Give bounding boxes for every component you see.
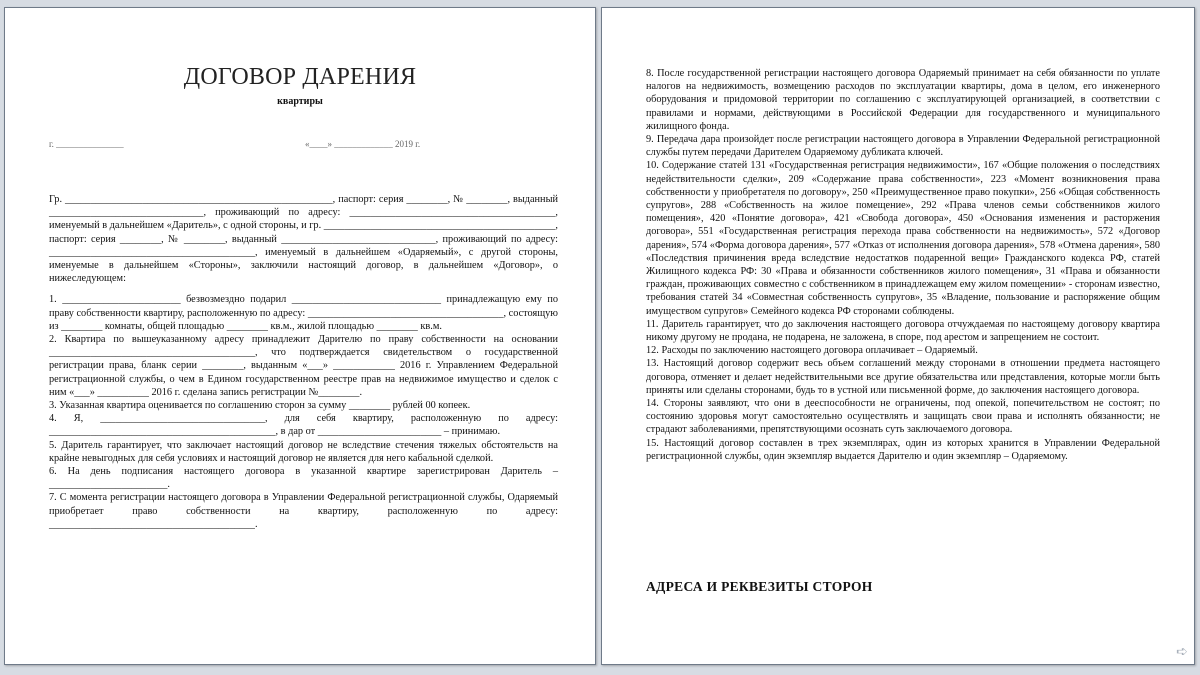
document-subtitle: квартиры <box>277 96 323 107</box>
place-field: г. _______________ <box>49 139 124 149</box>
document-page-left <box>4 7 596 665</box>
clause-1: 1. _______________________ безвозмездно подарил _____________________________ принадлежащую ему по праву собственности квартиру, расположенную по адресу: ______________________________________, состоящую из ________ комнаты, общей площадью ________ кв.м., жилой площадью ________ кв.м. <box>49 294 558 332</box>
contract-body-left <box>49 193 558 531</box>
clause-5: 5. Даритель гарантирует, что заключает настоящий договор не вследствие стечения тяжелых обстоятельств на крайне невыгодных для себя условиях и настоящий договор не является для него кабальной сделкой. <box>49 439 558 464</box>
clause-4: 4. Я, ________________________________, для себя квартиру, расположенную по адресу: ____________________________________________, в дар от ________________________ – принимаю. <box>49 413 558 438</box>
clause-11: 11. Даритель гарантирует, что до заключения настоящего договора отчуждаемая по настоящему договору квартира никому другому не продана, не подарена, не заложена, в споре, под арестом и запрещением не состоит. <box>646 318 1160 344</box>
clause-2: 2. Квартира по вышеуказанному адресу принадлежит Дарителю по праву собственности на основании ________________________________________, что подтверждается свидетельством о государственной регистрации права, бланк серии ________, выданным «___» ____________ 2016 г. Управлением Федеральной регистрационной службы, о чем в Едином государственном реестре прав на недвижимое имущество и сделок с ним «___» __________ 2016 г. сделана запись регистрации №________. <box>49 334 558 398</box>
clause-7: 7. С момента регистрации настоящего договора в Управлении Федеральной регистрационной службы, Одаряемый приобретает право собственности на квартиру, расположенную по адресу: ________________________________________. <box>49 492 558 530</box>
clause-13: 13. Настоящий договор содержит весь объем соглашений между сторонами в отношении предмета настоящего договора, отменяет и делает недействительными все другие обязательства или представления, которые могли быть приняты или сделаны сторонами, будь то в устной или письменной форме, до заключения настоящего договора. <box>646 358 1160 396</box>
date-field: «____» _____________ 2019 г. <box>305 139 421 149</box>
document-title: ДОГОВОР ДАРЕНИЯ <box>183 64 417 90</box>
document-page-right <box>601 7 1195 665</box>
parties-paragraph: Гр. ____________________________________________________, паспорт: серия ________, № ________, выданный ______________________________, проживающий по адресу: ________________________________________, именуемый в дальнейшем «Даритель», с одной стороны, и гр. _____________________________________________, паспорт: серия ________, № ________, выданный ______________________________, проживающий по адресу: ________________________________________, именуемый в дальнейшем «Одаряемый», с другой стороны, именуемые в дальнейшем «Стороны», заключили настоящий договор, в дальнейшем «Договор», о нижеследующем: <box>49 194 558 285</box>
clause-8: 8. После государственной регистрации настоящего договора Одаряемый принимает на себя обязанности по уплате налогов на недвижимость, возмещению расходов по эксплуатации квартиры, дома в целом, его инженерного оборудования и придомовой территории по соглашению с эксплуатирующей организацией, в соответствии с правилами и нормами, действующими в Российской Федерации для государственного и муниципального жилищного фонда. <box>646 68 1160 132</box>
section-heading-addresses: АДРЕСА И РЕКВЕЗИТЫ СТОРОН <box>646 579 873 594</box>
clause-9: 9. Передача дара произойдет после регистрации настоящего договора в Управлении Федеральной регистрационной службы путем передачи Дарителем Одаряемому дубликата ключей. <box>646 134 1160 159</box>
clause-10: 10. Содержание статей 131 «Государственная регистрация недвижимости», 167 «Общие положения о последствиях недействительности сделки», 209 «Содержание права собственности», 223 «Момент возникновения права собственности у приобретателя по договору», 250 «Преимущественное право покупки», 256 «Общая собственность супругов», 288 «Собственность на жилое помещение», 292 «Права членов семьи собственников жилого помещения», 420 «Понятие договора», 421 «Свобода договора», 450 «Основания изменения и расторжения договора», 551 «Государственная регистрация перехода права собственности на недвижимость», 572 «Договор дарения», 574 «Форма договора дарения», 577 «Отказ от исполнения договора дарения», 578 «Отмена дарения», 580 «Последствия причинения вреда вследствие недостатков подаренной вещи» Гражданского кодекса РФ, статей Жилищного кодекса РФ: 30 «Права и обязанности собственников жилого помещения», 31 «Права и обязанности граждан, проживающих совместно с собственником в принадлежащем ему жилом помещении» - сторонам известно, требования статей 34 «Совместная собственность супругов», 35 «Владение, пользование и распоряжение общим имуществом супругов» Семейного кодекса РФ сторонами соблюдены. <box>646 160 1160 317</box>
contract-body-right <box>646 67 1160 463</box>
clause-3: 3. Указанная квартира оценивается по соглашению сторон за сумму ________ рублей 00 копеек. <box>49 400 471 412</box>
clause-6: 6. На день подписания настоящего договора в указанной квартире зарегистрирован Даритель – _______________________. <box>49 466 558 491</box>
next-page-arrow-icon[interactable]: ➪ <box>1176 644 1188 660</box>
clause-12: 12. Расходы по заключению настоящего договора оплачивает – Одаряемый. <box>646 345 978 357</box>
clause-14: 14. Стороны заявляют, что они в дееспособности не ограничены, под опекой, попечительством не состоят; по состоянию здоровья могут самостоятельно осуществлять и защищать свои права и исполнять обязанности; не страдают заболеваниями, препятствующими осознать суть заключаемого договора. <box>646 398 1160 436</box>
clause-15: 15. Настоящий договор составлен в трех экземплярах, один из которых хранится в Управлении Федеральной регистрационной службы, один экземпляр выдается Дарителю и один экземпляр – Одаряемому. <box>646 437 1160 462</box>
